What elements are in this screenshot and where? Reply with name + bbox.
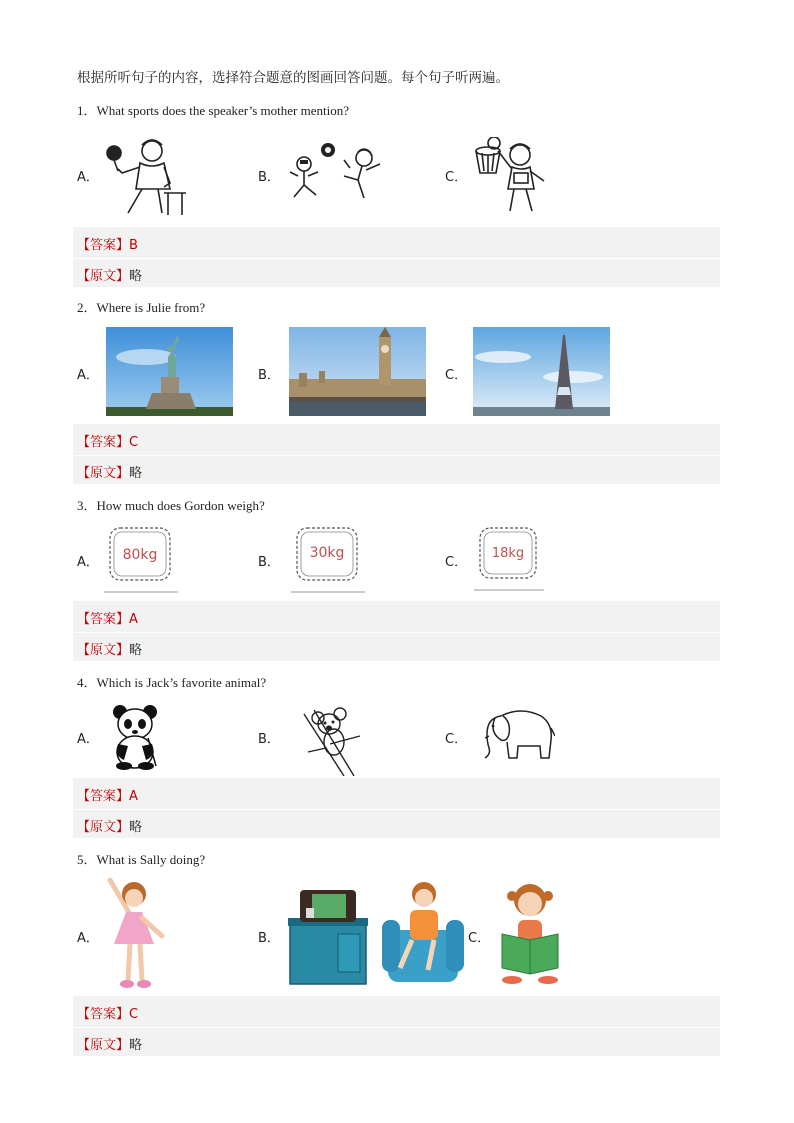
weight-label: 18kg — [491, 546, 525, 561]
option-label-b: B． — [258, 555, 280, 570]
answer-label: 【答案】 — [77, 1007, 130, 1022]
option-label-a: A． — [77, 732, 99, 747]
script-label: 【原文】 — [77, 269, 130, 284]
answer-value: C — [129, 1007, 139, 1022]
script-value: 略 — [129, 1038, 143, 1053]
script-row-5 — [73, 1027, 720, 1056]
script-label: 【原文】 — [77, 820, 130, 835]
script-value: 略 — [129, 643, 143, 658]
question-number: 1． — [77, 103, 97, 118]
option-label-b: B． — [258, 368, 280, 383]
answer-value: A — [129, 789, 138, 804]
question-1 — [77, 100, 349, 119]
option-label-c: C． — [445, 368, 468, 383]
question-number: 4． — [77, 675, 97, 690]
koala-image — [300, 704, 370, 776]
answer-row-2 — [73, 424, 720, 455]
question-text: Where is Julie from? — [96, 300, 206, 315]
question-4 — [77, 672, 266, 691]
script-label: 【原文】 — [77, 643, 130, 658]
question-3 — [77, 495, 265, 514]
football-kids-image — [288, 142, 388, 206]
weight-frame-a — [104, 524, 178, 594]
answer-label: 【答案】 — [77, 789, 130, 804]
reading-girl-image — [498, 880, 564, 986]
option-label-a: A． — [77, 931, 99, 946]
ping-pong-player-image — [102, 135, 186, 215]
basketball-player-image — [468, 137, 554, 215]
watching-tv-image — [286, 880, 466, 986]
statue-of-liberty-photo — [106, 327, 233, 416]
question-2 — [77, 297, 205, 316]
answer-value: B — [129, 238, 138, 253]
big-ben-photo — [289, 327, 426, 416]
question-text: Which is Jack’s favorite animal? — [96, 675, 267, 690]
weight-label: 80kg — [122, 547, 158, 563]
script-value: 略 — [129, 466, 143, 481]
dancing-girl-image — [100, 878, 170, 990]
option-label-b: B． — [258, 931, 280, 946]
answer-value: A — [129, 612, 138, 627]
script-label: 【原文】 — [77, 1038, 130, 1053]
option-label-c: C． — [468, 931, 491, 946]
question-number: 3． — [77, 498, 97, 513]
weight-label: 30kg — [309, 545, 345, 561]
eiffel-tower-photo — [473, 327, 610, 416]
script-label: 【原文】 — [77, 466, 130, 481]
option-label-c: C． — [445, 555, 468, 570]
question-number: 2． — [77, 300, 97, 315]
script-row-4 — [73, 809, 720, 838]
answer-row-3 — [73, 601, 720, 632]
instructions: 根据所听句子的内容，选择符合题意的图画回答问题。每个句子听两遍。 — [77, 70, 509, 86]
weight-frame-c — [474, 524, 544, 592]
question-text: What sports does the speaker’s mother mention? — [96, 103, 349, 118]
answer-row-1 — [73, 227, 720, 258]
answer-row-5 — [73, 996, 720, 1027]
option-label-a: A． — [77, 368, 99, 383]
answer-row-4 — [73, 778, 720, 809]
answer-label: 【答案】 — [77, 612, 130, 627]
script-row-3 — [73, 632, 720, 661]
option-label-a: A． — [77, 555, 99, 570]
option-label-b: B． — [258, 732, 280, 747]
question-number: 5． — [77, 852, 97, 867]
option-label-c: C． — [445, 732, 468, 747]
script-value: 略 — [129, 269, 143, 284]
script-value: 略 — [129, 820, 143, 835]
weight-frame-b — [291, 524, 365, 594]
option-label-b: B． — [258, 170, 280, 185]
answer-value: C — [129, 435, 139, 450]
script-row-1 — [73, 258, 720, 287]
question-5 — [77, 849, 205, 868]
option-label-a: A． — [77, 170, 99, 185]
answer-label: 【答案】 — [77, 435, 130, 450]
panda-image — [110, 704, 162, 770]
question-text: What is Sally doing? — [96, 852, 206, 867]
answer-label: 【答案】 — [77, 238, 130, 253]
elephant-image — [481, 706, 555, 762]
option-label-c: C． — [445, 170, 468, 185]
script-row-2 — [73, 455, 720, 484]
question-text: How much does Gordon weigh? — [96, 498, 265, 513]
